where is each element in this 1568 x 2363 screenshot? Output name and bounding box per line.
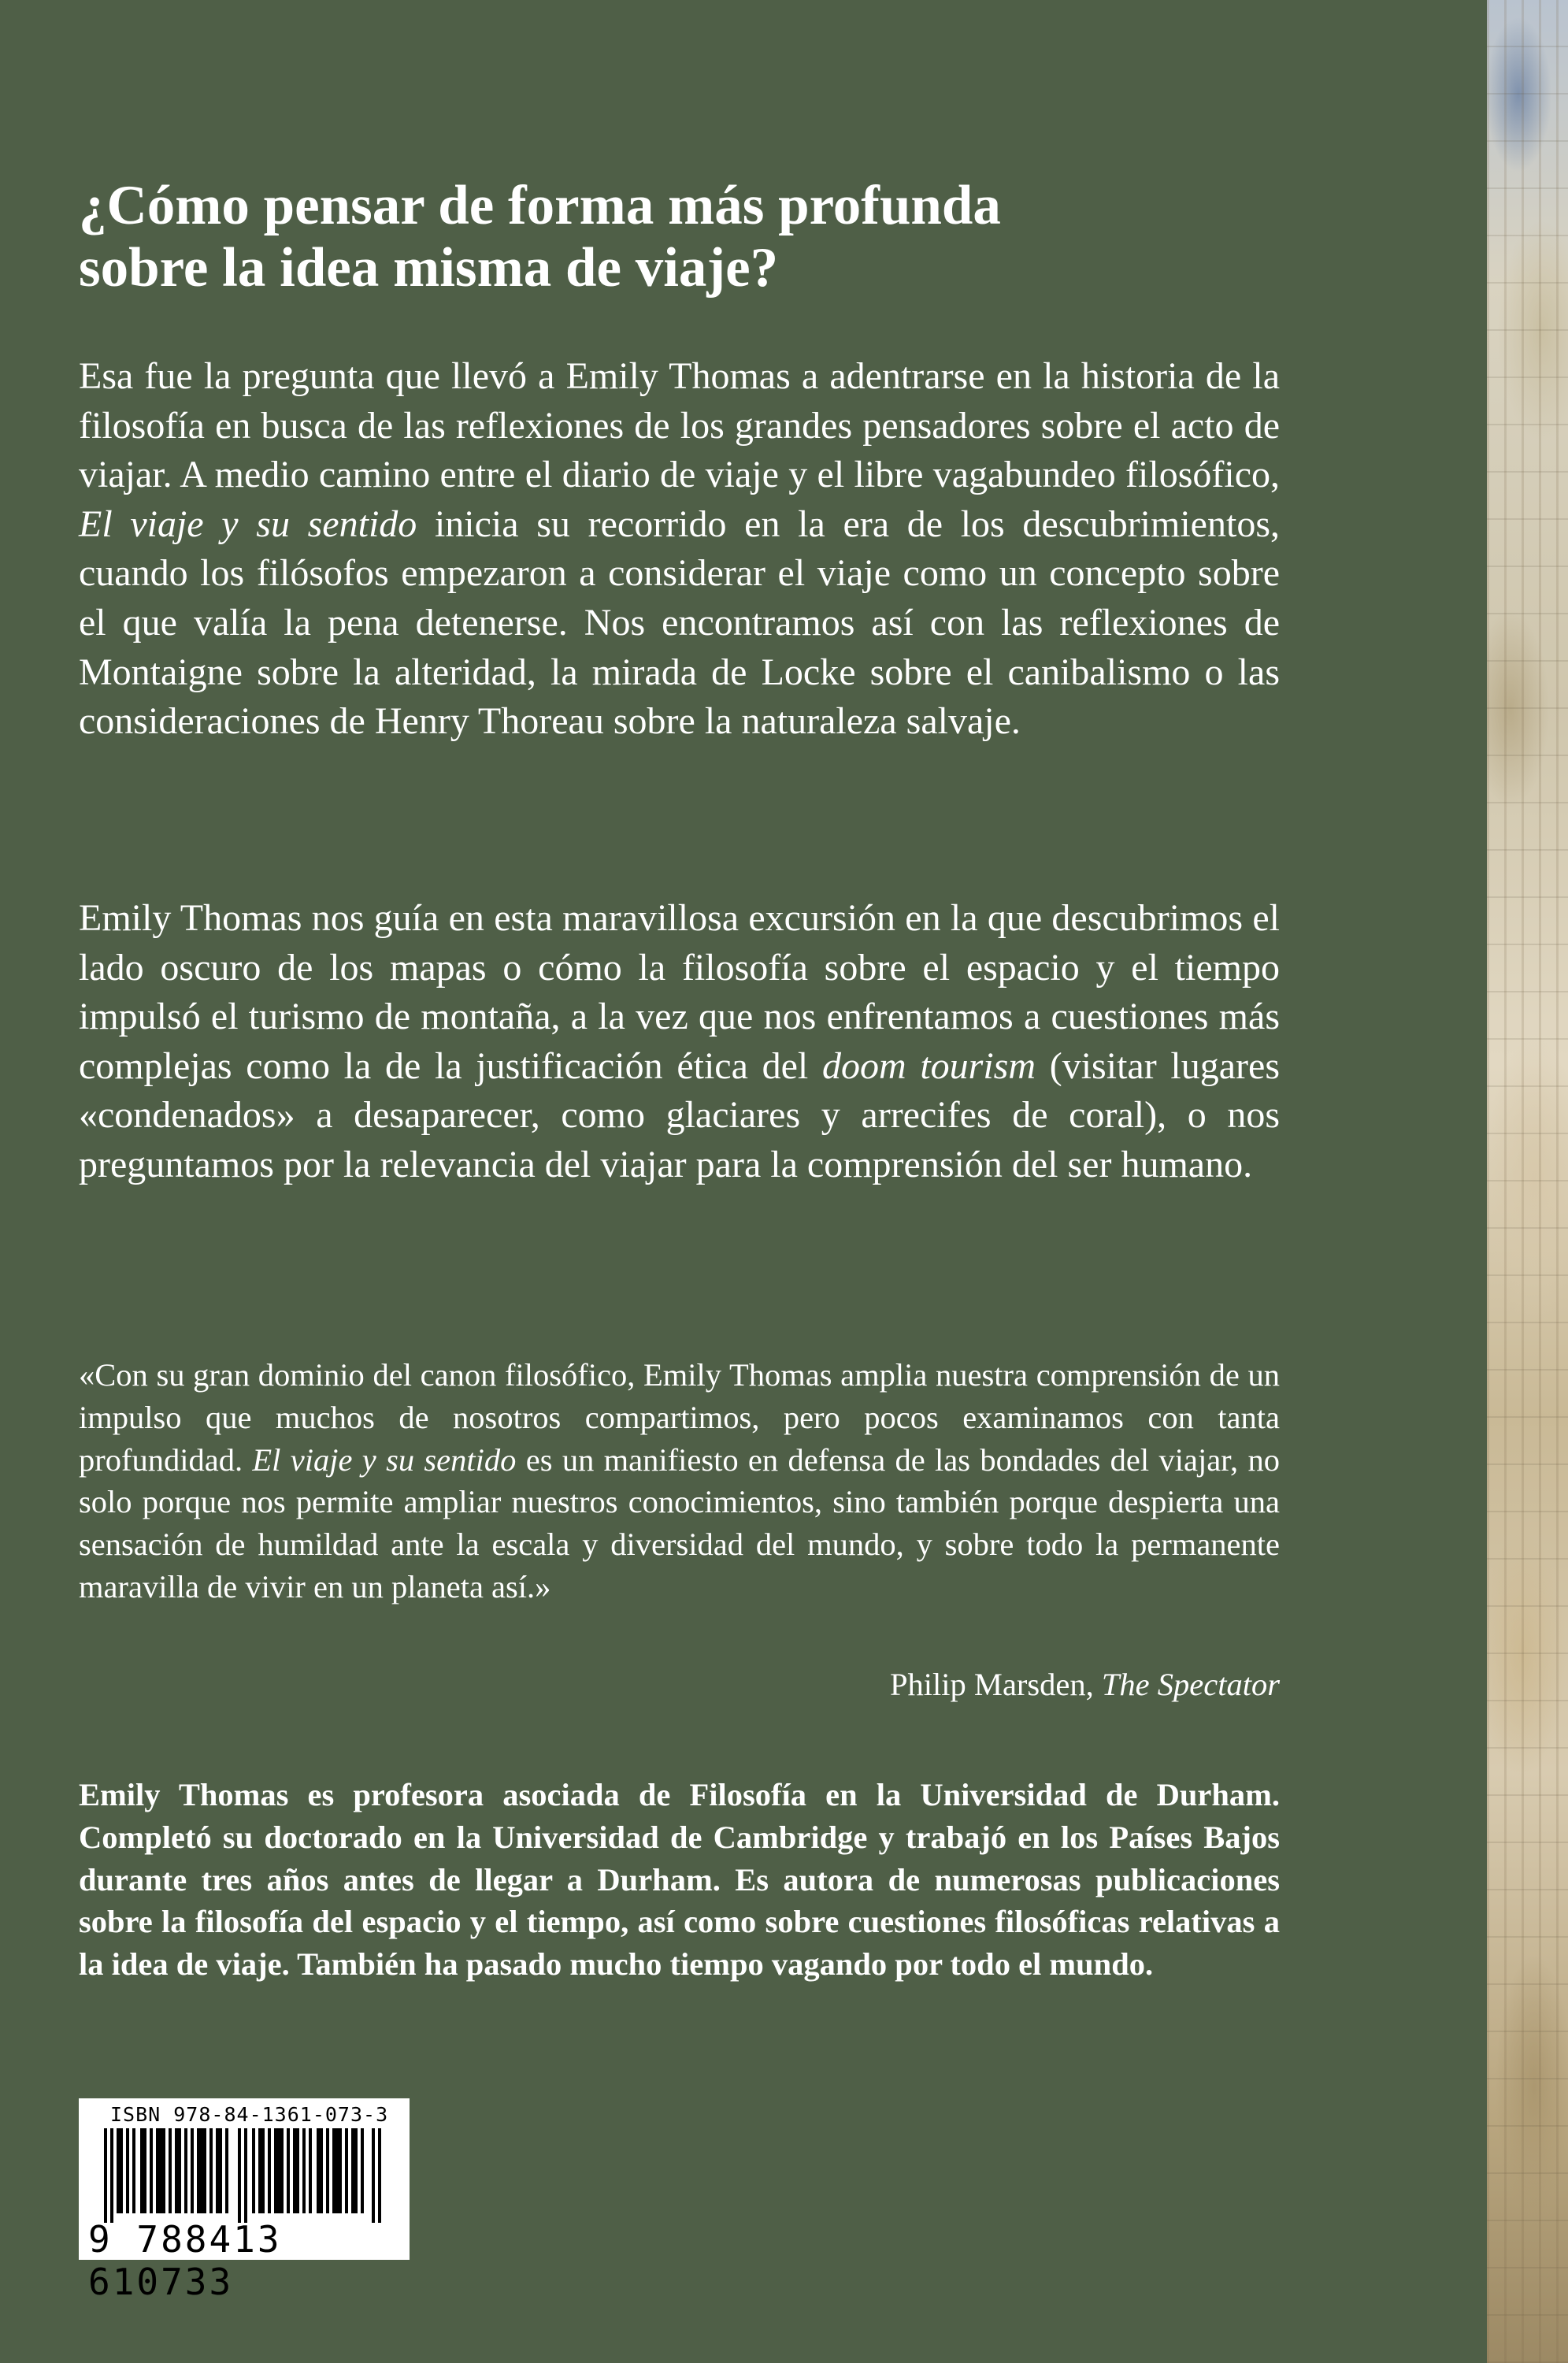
author-bio: Emily Thomas es profesora asociada de Filosofía en la Universidad de Durham. Completó su doctorado en la Universidad de Cambridge y trabajó en los Países Bajos durante tres años antes de llegar a Durham. Es autora de numerosas publicaciones sobre la filosofía del espacio y el tiempo, así como sobre cuestiones filosóficas relativas a la idea de viaje. También ha pasado mucho tiempo vagando por todo el mundo. [79,1777,1280,1983]
doom-tourism-italic: doom tourism [821,1044,1036,1087]
isbn-label: ISBN 978-84-1361-073-3 [110,2103,389,2126]
book-title-italic: El viaje y su sentido [79,503,417,545]
review-quote: «Con su gran dominio del canon filosófico, Emily Thomas amplia nuestra comprensión de un impulso que muchos de nosotros compartimos, pero pocos examinamos con tanta profundidad. El viaje y su sentido es un manifiesto en defensa de las bondades del viajar, no solo porque nos permite ampliar nuestros conocimientos, sino también porque despierta una sensación de humildad ante la escala y diversidad del mundo, y sobre todo la permanente maravilla de vivir en un planeta así.» [79,1357,1281,1604]
cover-painting-edge [1487,0,1568,2363]
quote-book-title-italic: El viaje y su sentido [252,1441,517,1478]
synopsis-paragraph-1: Esa fue la pregunta que llevó a Emily Thomas a adentrarse en la historia de la filosofía en busca de las reflexiones de los grandes pensadores sobre el acto de viajar. A medio camino entre el diario de viaje y el libre vagabundeo filosófico, El viaje y su sentido inicia su recorrido en la era de los descubrimientos, cuando los filósofos empezaron a considerar el viaje como un concepto sobre el que valía la pena detenerse. Nos encontramos así con las reflexiones de Montaigne sobre la alteridad, la mirada de Locke sobre el canibalismo o las consideraciones de Henry Thoreau sobre la naturaleza salvaje. [79,355,1281,743]
publication-name: The Spectator [1101,1667,1280,1702]
headline [79,175,1339,299]
headline-line-1: ¿Cómo pensar de forma más profunda [79,175,1001,236]
synopsis-paragraph-2: Emily Thomas nos guía en esta maravillosa excursión en la que descubrimos el lado oscuro de los mapas o cómo la filosofía sobre el espacio y el tiempo impulsó el turismo de montaña, a la vez que nos enfrentamos a cuestiones más complejas como la de la justificación ética del doom tourism (visitar lugares «condenados» a desaparecer, como glaciares y arrecifes de coral), o nos preguntamos por la relevancia del viajar para la comprensión del ser humano. [79,897,1281,1185]
barcode-bars [104,2128,387,2223]
headline-line-2: sobre la idea misma de viaje? [79,237,779,299]
isbn-barcode [79,2098,410,2303]
quote-attribution [79,1664,1280,1706]
ean-digits: 9 788413 610733 [88,2218,282,2303]
reviewer-name: Philip Marsden, [890,1667,1102,1702]
